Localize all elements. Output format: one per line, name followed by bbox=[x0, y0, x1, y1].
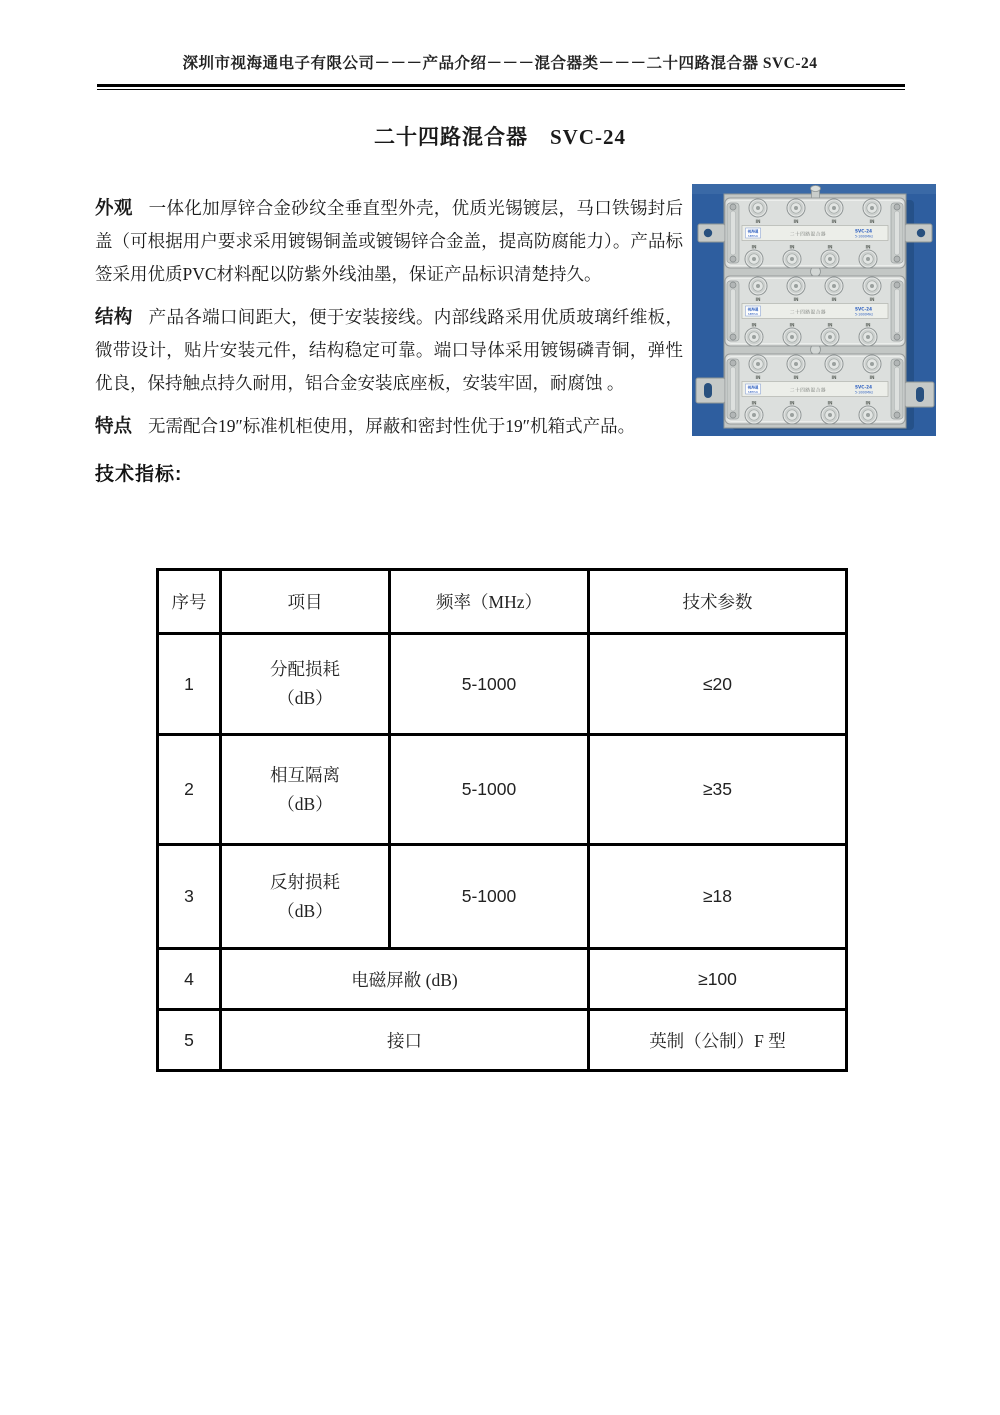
specs-heading: 技术指标: bbox=[95, 464, 183, 485]
section-features-text: 无需配合19″标准机柜使用，屏蔽和密封性优于19″机箱式产品。 bbox=[148, 416, 636, 436]
cell-item bbox=[221, 634, 390, 735]
cell-freq: 5-1000 bbox=[390, 845, 589, 949]
section-features bbox=[95, 409, 683, 443]
cell-item-unit: （dB） bbox=[277, 900, 333, 921]
section-appearance-label: 外观 bbox=[95, 197, 133, 218]
cell-value: 英制（公制）F 型 bbox=[589, 1010, 847, 1071]
cell-item-unit: （dB） bbox=[277, 793, 333, 814]
table-row bbox=[158, 1010, 847, 1071]
cell-item-merged: 电磁屏敝 (dB) bbox=[221, 949, 589, 1010]
svg-text:IN: IN bbox=[789, 400, 795, 406]
svg-text:IN: IN bbox=[755, 297, 761, 302]
svg-text:IN: IN bbox=[869, 375, 875, 380]
cell-value: ≥35 bbox=[589, 735, 847, 845]
page-title: 二十四路混合器 SVC-24 bbox=[373, 125, 626, 149]
mixer-module bbox=[725, 276, 905, 346]
cell-item-name: 反射损耗 bbox=[270, 871, 340, 892]
table-header-row bbox=[158, 570, 847, 634]
cell-value: ≥100 bbox=[589, 949, 847, 1010]
svg-text:IN: IN bbox=[869, 297, 875, 302]
svg-text:IN: IN bbox=[831, 219, 837, 224]
svg-text:SVC-24: SVC-24 bbox=[855, 306, 872, 312]
cell-value: ≥18 bbox=[589, 845, 847, 949]
svg-text:IN: IN bbox=[865, 322, 871, 328]
mixer-module bbox=[725, 198, 905, 268]
cell-value: ≤20 bbox=[589, 634, 847, 735]
cell-freq: 5-1000 bbox=[390, 634, 589, 735]
description-sections bbox=[95, 191, 683, 452]
svg-text:IN: IN bbox=[793, 297, 799, 302]
cell-no: 3 bbox=[158, 845, 221, 949]
svg-text:IN: IN bbox=[827, 400, 833, 406]
svg-text:IN: IN bbox=[869, 219, 875, 224]
svg-text:5-1000MHz: 5-1000MHz bbox=[855, 390, 874, 395]
svg-text:IN: IN bbox=[865, 400, 871, 406]
cell-item-name: 相互隔离 bbox=[270, 764, 340, 785]
product-photo-svg bbox=[692, 184, 936, 436]
svg-text:IN: IN bbox=[793, 375, 799, 380]
svg-text:IN: IN bbox=[827, 244, 833, 250]
header-line: 深圳市视海通电子有限公司－－－产品介绍－－－混合器类－－－二十四路混合器 SVC-24 bbox=[182, 55, 818, 72]
col-header-no: 序号 bbox=[158, 570, 221, 634]
svg-text:SEEHAI: SEEHAI bbox=[747, 311, 759, 316]
mixer-module bbox=[725, 354, 905, 424]
svg-text:5-1000MHz: 5-1000MHz bbox=[855, 312, 874, 317]
svg-text:视海通: 视海通 bbox=[747, 307, 759, 312]
svg-text:IN: IN bbox=[831, 297, 837, 302]
svg-text:二十四路混合器: 二十四路混合器 bbox=[789, 310, 827, 316]
svg-text:IN: IN bbox=[827, 322, 833, 328]
svg-text:IN: IN bbox=[755, 375, 761, 380]
svg-text:二十四路混合器: 二十四路混合器 bbox=[789, 388, 827, 394]
svg-text:IN: IN bbox=[751, 244, 757, 250]
svg-text:IN: IN bbox=[831, 375, 837, 380]
product-photo bbox=[692, 184, 936, 436]
svg-text:IN: IN bbox=[865, 244, 871, 250]
svg-text:IN: IN bbox=[751, 400, 757, 406]
cell-no: 1 bbox=[158, 634, 221, 735]
svg-text:SEEHAI: SEEHAI bbox=[747, 233, 759, 238]
section-appearance bbox=[95, 191, 683, 291]
specs-table bbox=[156, 568, 848, 1072]
cell-no: 5 bbox=[158, 1010, 221, 1071]
cell-item-name: 分配损耗 bbox=[270, 659, 340, 679]
cell-item bbox=[221, 735, 390, 845]
svg-text:二十四路混合器: 二十四路混合器 bbox=[789, 232, 827, 238]
svg-text:IN: IN bbox=[755, 219, 761, 224]
col-header-freq: 频率（MHz） bbox=[390, 570, 589, 634]
svg-text:SVC-24: SVC-24 bbox=[855, 228, 872, 234]
cell-no: 2 bbox=[158, 735, 221, 845]
cell-item-merged: 接口 bbox=[221, 1010, 589, 1071]
table-row bbox=[158, 949, 847, 1010]
svg-text:视海通: 视海通 bbox=[747, 229, 759, 234]
cell-freq: 5-1000 bbox=[390, 735, 589, 845]
svg-text:SVC-24: SVC-24 bbox=[855, 384, 872, 390]
cell-item-unit: （dB） bbox=[277, 688, 333, 708]
section-appearance-text: 一体化加厚锌合金砂纹全垂直型外壳，优质光锡镀层，马口铁锡封后盖（可根据用户要求采用镀锡铜盖或镀锡锌合金盖，提高防腐能力）。产品标签采用优质PVC材料配以防紫外线油墨，保证产品标识清楚持久。 bbox=[95, 198, 683, 284]
svg-text:视海通: 视海通 bbox=[747, 385, 759, 390]
table-row bbox=[158, 735, 847, 845]
svg-text:IN: IN bbox=[789, 322, 795, 328]
section-structure bbox=[95, 300, 683, 400]
svg-text:5-1000MHz: 5-1000MHz bbox=[855, 234, 874, 239]
cell-item bbox=[221, 845, 390, 949]
section-features-label: 特点 bbox=[95, 415, 133, 436]
svg-text:IN: IN bbox=[789, 244, 795, 250]
svg-text:IN: IN bbox=[793, 219, 799, 224]
svg-text:IN: IN bbox=[751, 322, 757, 328]
cell-no: 4 bbox=[158, 949, 221, 1010]
col-header-item: 项目 bbox=[221, 570, 390, 634]
section-structure-text: 产品各端口间距大，便于安装接线。内部线路采用优质玻璃纤维板，微带设计，贴片安装元件，结构稳定可靠。端口导体采用镀锡磷青铜，弹性优良，保持触点持久耐用，铝合金安装底座板，安装牢固，耐腐蚀 。 bbox=[95, 307, 683, 393]
table-row bbox=[158, 634, 847, 735]
col-header-param: 技术参数 bbox=[589, 570, 847, 634]
header-rule bbox=[97, 84, 905, 90]
svg-text:SEEHAI: SEEHAI bbox=[747, 389, 759, 394]
table-row bbox=[158, 845, 847, 949]
section-structure-label: 结构 bbox=[95, 306, 133, 327]
